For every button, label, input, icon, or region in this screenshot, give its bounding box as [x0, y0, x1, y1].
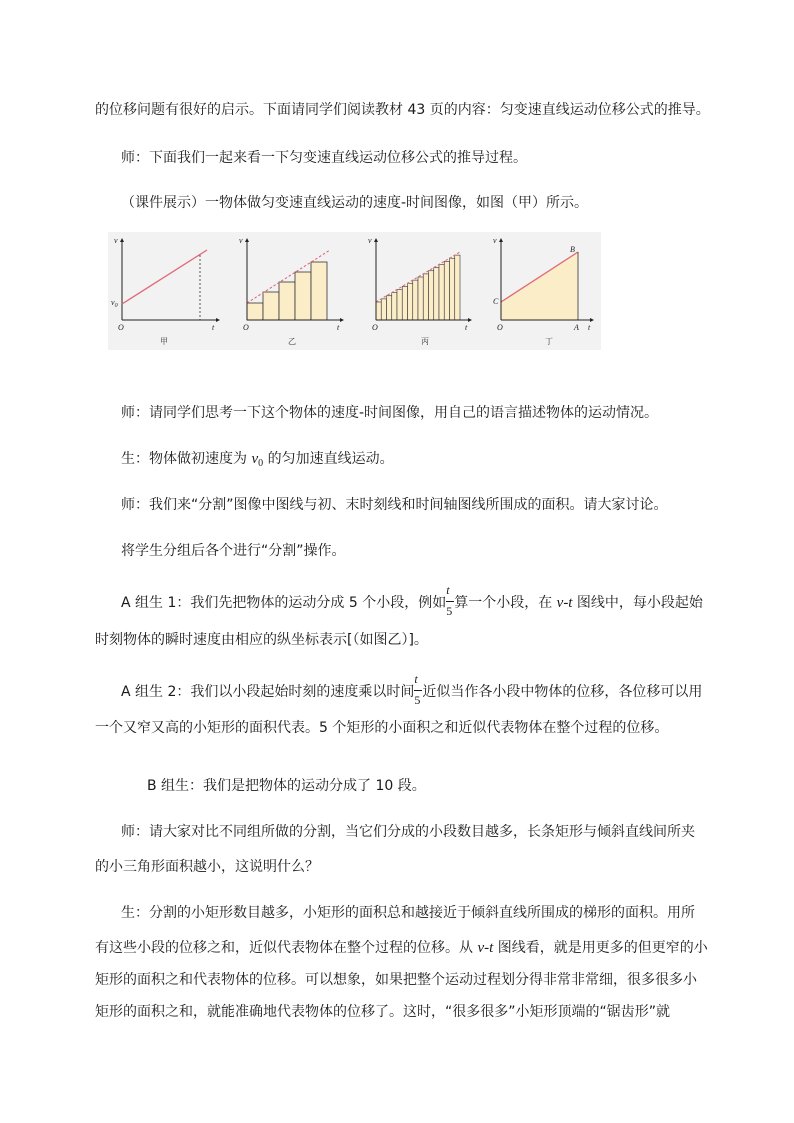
origin-label: O: [497, 323, 503, 332]
paragraph-12-line-2: 有这些小段的位移之和，近似代表物体在整个过程的位移。从 v-t 图线看，就是用更多的但更窄的小: [95, 940, 708, 956]
rect-bar: [295, 272, 311, 320]
rect-bar: [418, 277, 423, 320]
rect-bar: [387, 296, 392, 320]
rect-bar: [429, 271, 434, 320]
v-axis-label: v: [493, 236, 497, 245]
rect-bar: [439, 265, 444, 321]
rect-bar: [311, 262, 327, 320]
v-axis-label: v: [114, 236, 118, 245]
fraction-t-over-5: $\frac{t}{5}$: [446, 583, 453, 618]
rect-bar: [263, 292, 279, 320]
panel-jia: [111, 236, 220, 346]
paragraph-4: 师：请同学们思考一下这个物体的速度-时间图像，用自己的语言描述物体的运动情况。: [121, 405, 659, 421]
caption-jia: 甲: [160, 337, 168, 346]
paragraph-10: B 组生：我们是把物体的运动分成了 10 段。: [147, 778, 426, 794]
paragraph-12-line-3: 矩形的面积之和代表物体的位移。可以想象，如果把整个运动过程划分得非常非常细，很多很多小: [95, 972, 697, 988]
caption-yi: 乙: [288, 337, 296, 346]
paragraph-9-line-2: 一个又窄又高的小矩形的面积代表。5 个矩形的小面积之和近似代表物体在整个过程的位移。: [95, 720, 669, 736]
rect-bar: [450, 258, 455, 320]
paragraph-3: （课件展示）一物体做匀变速直线运动的速度-时间图像，如图（甲）所示。: [121, 195, 589, 211]
t-axis-label: t: [337, 323, 340, 332]
rect-bar: [444, 261, 449, 320]
rect-bar: [413, 280, 418, 320]
point-a-label: A: [574, 323, 579, 332]
t-axis-label: t: [465, 323, 468, 332]
v0-label: $v_0$: [111, 298, 118, 309]
rect-bar: [434, 268, 439, 320]
rect-bar: [408, 283, 413, 320]
caption-ding: 丁: [545, 337, 553, 346]
panel-yi: [239, 236, 344, 346]
caption-bing: 丙: [421, 337, 429, 346]
paragraph-1: 的位移问题有很好的启示。下面请同学们阅读教材 43 页的内容：匀变速直线运动位移公式的推导。: [95, 102, 710, 118]
paragraph-9: A 组生 2：我们以小段起始时刻的速度乘以时间 $\frac{t}{5}$ 近似当作各小段中物体的位移，各位移可以用: [121, 672, 703, 707]
rect-bar: [402, 286, 407, 320]
paragraph-2: 师：下面我们一起来看一下匀变速直线运动位移公式的推导过程。: [121, 150, 527, 166]
panel-bing: [368, 236, 472, 346]
paragraph-8-line-2: 时刻物体的瞬时速度由相应的纵坐标表示[（如图乙）]。: [95, 632, 428, 648]
paragraph-7: 将学生分组后各个进行“分割”操作。: [121, 543, 346, 559]
paragraph-6: 师：我们来“分割”图像中图线与初、末时刻线和时间轴图线所围成的面积。请大家讨论。: [121, 497, 668, 513]
point-b-label: B: [570, 245, 575, 254]
origin-label: O: [372, 323, 378, 332]
origin-label: O: [118, 323, 124, 332]
rect-bar: [279, 282, 295, 320]
rect-bar: [423, 274, 428, 320]
paragraph-8: A 组生 1：我们先把物体的运动分成 5 个小段，例如 $\frac{t}{5}$ 算一个小段，在 v-t 图线中，每小段起始: [121, 583, 703, 618]
rect-bar: [397, 290, 402, 321]
panel-ding: [493, 236, 594, 346]
velocity-line: [122, 250, 207, 304]
trapezoid-area: [501, 252, 578, 320]
rect-bar: [376, 302, 381, 320]
paragraph-11: 师：请大家对比不同组所做的分割，当它们分成的小段数目越多，长条矩形与倾斜直线间所夹: [121, 824, 695, 840]
paragraph-11-line-2: 的小三角形面积越小，这说明什么？: [95, 859, 319, 875]
velocity-time-figure: [108, 232, 601, 350]
paragraph-12-line-4: 矩形的面积之和，就能准确地代表物体的位移了。这时，“很多很多”小矩形顶端的“锯齿形”就: [95, 1004, 671, 1020]
rect-bar: [247, 303, 263, 320]
rect-bar: [381, 299, 386, 320]
rect-bar: [455, 255, 460, 320]
v0-symbol: $v_0$: [251, 451, 264, 469]
t-axis-label: t: [588, 323, 591, 332]
v-axis-label: v: [239, 236, 243, 245]
paragraph-5: 生：物体做初速度为 $v_0$ 的匀加速直线运动。: [121, 451, 394, 469]
origin-label: O: [243, 323, 249, 332]
fraction-t-over-5: $\frac{t}{5}$: [414, 672, 421, 707]
paragraph-12: 生：分割的小矩形数目越多，小矩形的面积总和越接近于倾斜直线所围成的梯形的面积。用所: [121, 905, 695, 921]
v-axis-label: v: [368, 236, 372, 245]
rect-bar: [392, 293, 397, 320]
vt-graphs: [108, 232, 601, 350]
t-axis-label: t: [212, 323, 215, 332]
point-c-label: C: [493, 297, 499, 306]
